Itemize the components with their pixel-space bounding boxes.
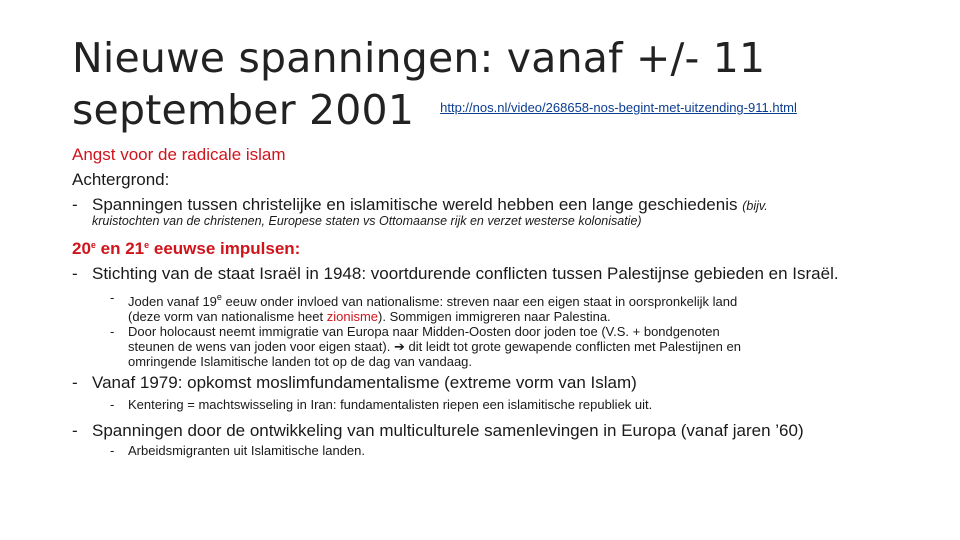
israel-subbullets [110, 290, 741, 369]
heading-text: Angst voor de radicale islam [72, 145, 286, 164]
migranten-subbullet [110, 443, 365, 458]
bullet-text: Stichting van de staat Israël in 1948: voortdurende conflicten tussen Palestijnse gebieden en Israël. [92, 264, 839, 283]
heading-impulsen-text: 20e en 21e eeuwse impulsen: [72, 239, 301, 258]
bullet-multicultureel [72, 421, 804, 441]
bullet-dash: - [72, 421, 78, 440]
bullet-note-start: (bijv. [742, 199, 768, 213]
bullet-note-continuation: kruistochten van de christenen, Europese staten vs Ottomaanse rijk en verzet westerse kolonisatie) [92, 214, 642, 228]
bullet-spanningen-geschiedenis [72, 195, 768, 215]
bullet-dash: - [72, 195, 78, 214]
heading-impulsen [72, 239, 300, 259]
sub-bullet-joden: - Joden vanaf 19e eeuw onder invloed van nationalisme: streven naar een eigen staat in oorspronkelijk land (deze vorm van nationalisme heet zionisme). Sommigen immigreren naar Palestina. [110, 290, 738, 324]
sub-bullet-arbeidsmigranten: - Arbeidsmigranten uit Islamitische landen. [110, 443, 366, 458]
slide-title [72, 34, 932, 135]
title-text: Nieuwe spanningen: vanaf +/- 11 september 2001 [72, 34, 766, 134]
bullet-text: Spanningen tussen christelijke en islamitische wereld hebben een lange geschiedenis [92, 195, 738, 214]
achtergrond-label: Achtergrond: [72, 170, 170, 189]
bullet-dash: - [72, 373, 78, 392]
iran-subbullet [110, 397, 652, 412]
bullet-text: Vanaf 1979: opkomst moslimfundamentalisme (extreme vorm van Islam) [92, 373, 637, 392]
sub-bullet-kentering: - Kentering = machtswisseling in Iran: fundamentalisten riepen een islamitische republiek uit. [110, 397, 653, 412]
arrow-right-icon: ➔ [393, 339, 405, 354]
bullet-israel [72, 264, 839, 284]
sub-bullet-holocaust: - Door holocaust neemt immigratie van Europa naar Midden-Oosten door joden toe (V.S. + bondgenoten steunen de wens van joden voor eigen staat). ➔ dit leidt tot grote gewapende conflicten met Palestijnen en omringende Islamitische landen tot op de dag van vandaag. [110, 324, 741, 369]
bullet-text: Spanningen door de ontwikkeling van multiculturele samenlevingen in Europa (vanaf jaren ’60) [92, 421, 804, 440]
video-link[interactable]: http://nos.nl/video/268658-nos-begint-met-uitzending-911.html [440, 100, 797, 115]
zionisme-term: zionisme [326, 309, 379, 324]
heading-radicale-islam [72, 145, 286, 165]
bullet-dash: - [72, 264, 78, 283]
bullet-1979 [72, 373, 637, 393]
